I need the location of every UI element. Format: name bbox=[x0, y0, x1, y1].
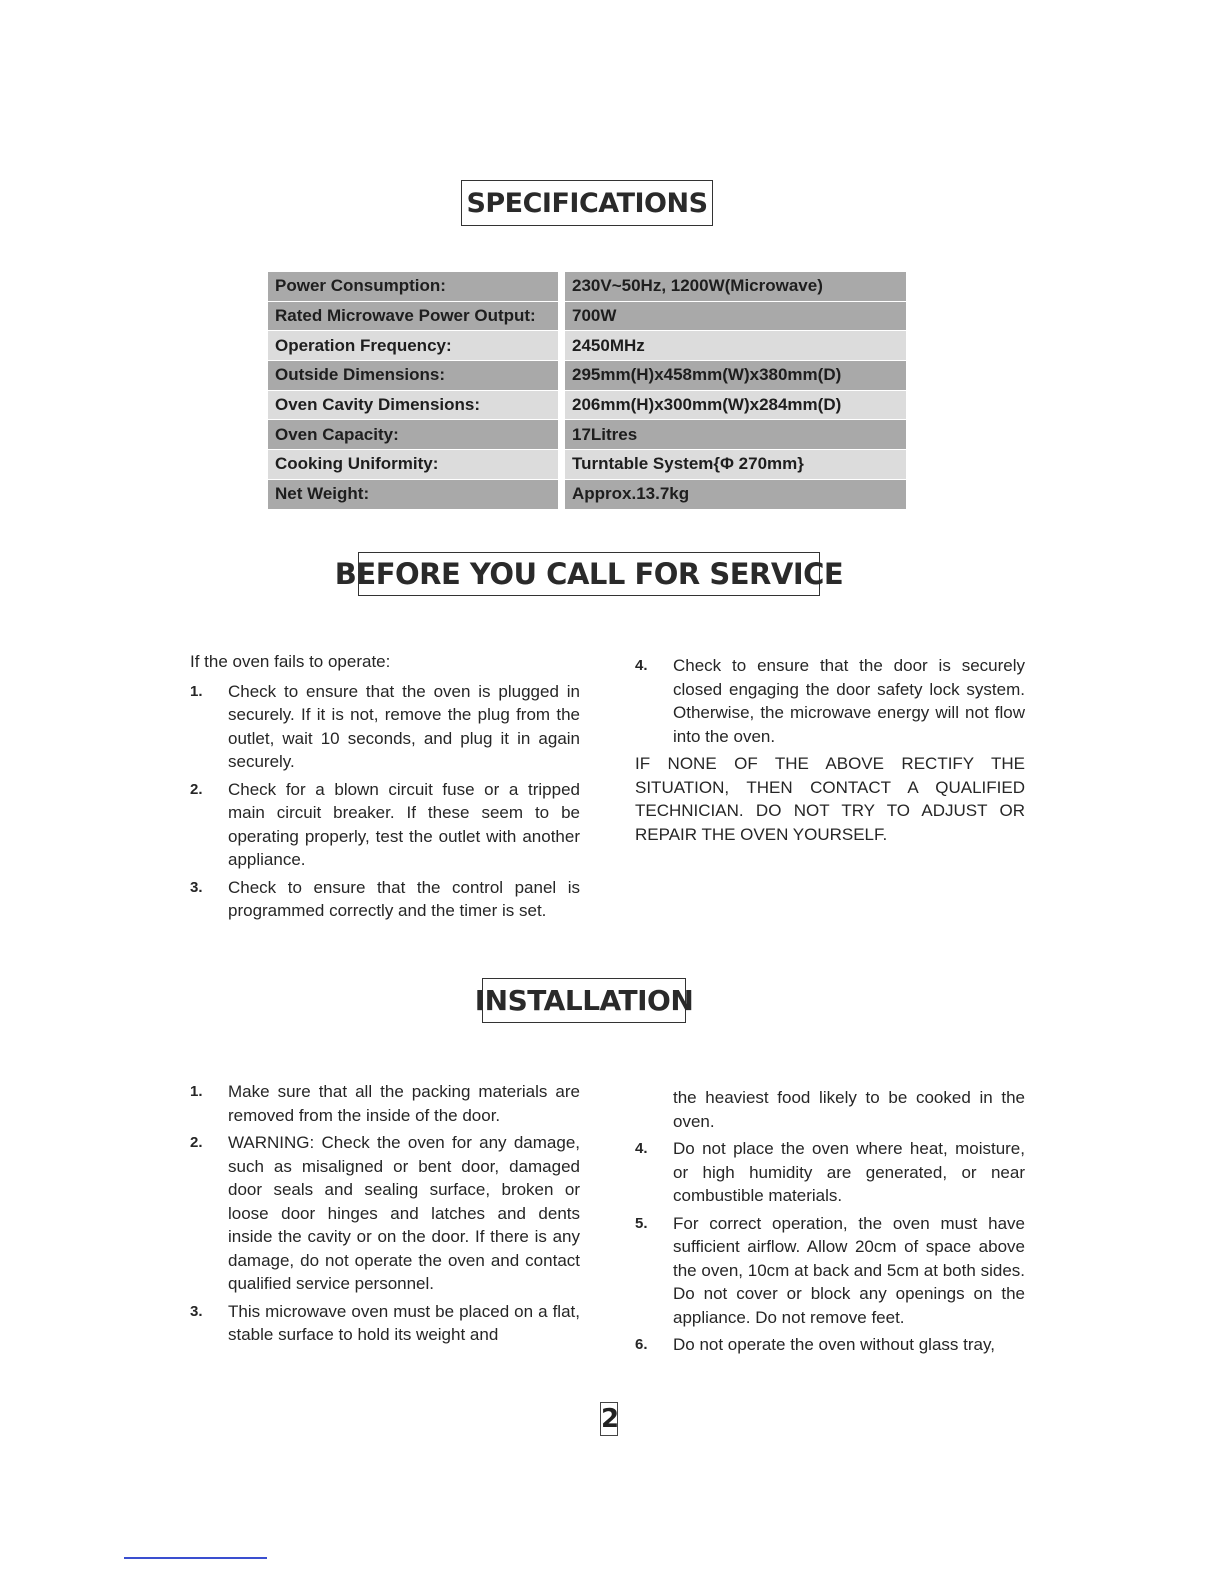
spec-label: Oven Cavity Dimensions: bbox=[268, 391, 565, 421]
specifications-heading: SPECIFICATIONS bbox=[461, 180, 713, 226]
installation-left-column bbox=[190, 1080, 580, 1351]
spec-value: 700W bbox=[565, 302, 906, 332]
item-number: 3. bbox=[190, 1302, 203, 1320]
item-text: Do not place the oven where heat, moisture, or high humidity are generated, or near combustible materials. bbox=[673, 1139, 1025, 1205]
spec-value: 295mm(H)x458mm(W)x380mm(D) bbox=[565, 361, 906, 391]
specifications-table bbox=[268, 272, 906, 510]
list-item bbox=[190, 680, 580, 774]
footer-divider bbox=[124, 1557, 267, 1559]
spec-label: Rated Microwave Power Output: bbox=[268, 302, 565, 332]
spec-label: Cooking Uniformity: bbox=[268, 450, 565, 480]
installation-right-column bbox=[635, 1086, 1025, 1361]
item-number: 4. bbox=[635, 1140, 648, 1157]
item-text: Do not operate the oven without glass tray, bbox=[673, 1335, 995, 1354]
service-intro: If the oven fails to operate: bbox=[190, 652, 391, 671]
item-number: 4. bbox=[635, 657, 648, 674]
spec-row bbox=[268, 331, 906, 361]
list-item bbox=[635, 1137, 1025, 1208]
spec-row bbox=[268, 480, 906, 510]
item-text: WARNING: Check the oven for any damage, such as misaligned or bent door, damaged door seals and sealing surface, broken or loose door hinges and latches and dents inside the cavity or on the door. If there is any damage, do not operate the oven and contact qualified service personnel. bbox=[228, 1133, 580, 1293]
spec-value: 206mm(H)x300mm(W)x284mm(D) bbox=[565, 391, 906, 421]
spec-value: Turntable System{Φ 270mm} bbox=[565, 450, 906, 480]
item-number: 2. bbox=[190, 780, 203, 798]
item-text: Check for a blown circuit fuse or a tripped main circuit breaker. If these seem to be operating properly, test the outlet with another appliance. bbox=[228, 779, 580, 869]
item-number: 1. bbox=[190, 1083, 203, 1100]
spec-label: Power Consumption: bbox=[268, 272, 565, 302]
spec-row bbox=[268, 420, 906, 450]
service-left-column bbox=[190, 650, 580, 927]
item-number: 1. bbox=[190, 682, 203, 700]
service-heading: BEFORE YOU CALL FOR SERVICE bbox=[358, 552, 820, 596]
list-item bbox=[190, 1080, 580, 1127]
spec-value: Approx.13.7kg bbox=[565, 480, 906, 510]
spec-label: Operation Frequency: bbox=[268, 331, 565, 361]
item-text: Check to ensure that the oven is plugged in securely. If it is not, remove the plug from the outlet, wait 10 seconds, and plug it in again securely. bbox=[228, 681, 580, 771]
item-number: 5. bbox=[635, 1214, 648, 1232]
spec-row bbox=[268, 302, 906, 332]
item-number: 3. bbox=[190, 878, 203, 896]
service-right-column bbox=[635, 654, 1025, 846]
spec-row bbox=[268, 450, 906, 480]
item-text: This microwave oven must be placed on a flat, stable surface to hold its weight and bbox=[228, 1301, 580, 1344]
spec-value: 230V~50Hz, 1200W(Microwave) bbox=[565, 272, 906, 302]
spec-value: 17Litres bbox=[565, 420, 906, 450]
item-text: Check to ensure that the door is securely closed engaging the door safety lock system. Otherwise, the microwave energy will not flow into the oven. bbox=[673, 656, 1025, 746]
spec-row bbox=[268, 361, 906, 391]
list-item bbox=[635, 1212, 1025, 1330]
item-text: Check to ensure that the control panel is programmed correctly and the timer is set. bbox=[228, 877, 580, 920]
item-text: Make sure that all the packing materials are removed from the inside of the door. bbox=[228, 1082, 580, 1125]
spec-row bbox=[268, 272, 906, 302]
page-number: 2 bbox=[601, 1404, 620, 1434]
spec-row bbox=[268, 391, 906, 421]
installation-heading: INSTALLATION bbox=[482, 978, 686, 1023]
list-item bbox=[190, 876, 580, 923]
list-item bbox=[190, 1300, 580, 1347]
spec-label: Oven Capacity: bbox=[268, 420, 565, 450]
item-text: For correct operation, the oven must have sufficient airflow. Allow 20cm of space above the oven, 10cm at back and 5cm at both sides. Do not cover or block any openings on the appliance. Do not remove feet. bbox=[673, 1213, 1025, 1327]
spec-label: Outside Dimensions: bbox=[268, 361, 565, 391]
item-number: 6. bbox=[635, 1336, 648, 1353]
list-item bbox=[635, 654, 1025, 748]
list-item bbox=[635, 1333, 1025, 1357]
list-item bbox=[190, 1131, 580, 1296]
spec-label: Net Weight: bbox=[268, 480, 565, 510]
item-continuation: the heaviest food likely to be cooked in the oven. bbox=[673, 1088, 1025, 1131]
item-number: 2. bbox=[190, 1134, 203, 1151]
list-item bbox=[190, 778, 580, 872]
service-warning: IF NONE OF THE ABOVE RECTIFY THE SITUATION, THEN CONTACT A QUALIFIED TECHNICIAN. DO NOT TRY TO ADJUST OR REPAIR THE OVEN YOURSELF. bbox=[635, 754, 1025, 844]
spec-value: 2450MHz bbox=[565, 331, 906, 361]
